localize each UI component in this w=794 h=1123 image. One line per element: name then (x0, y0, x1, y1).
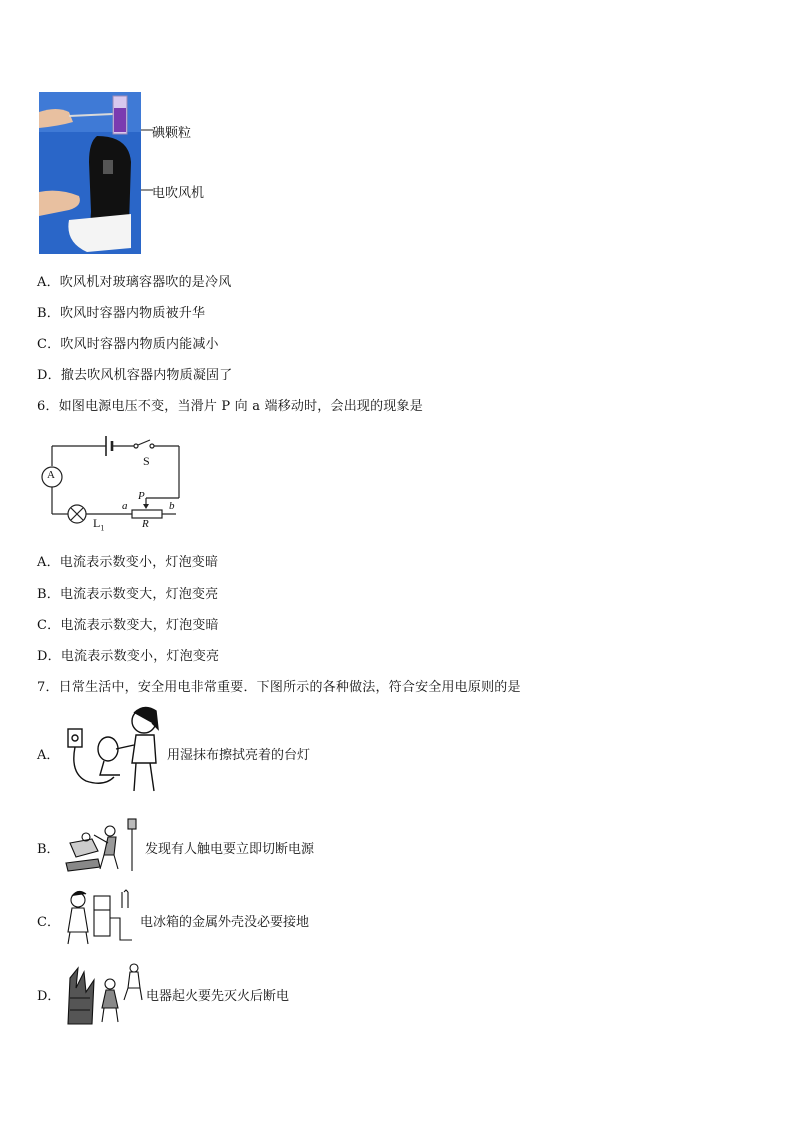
q7-option-d-letter: D． (37, 989, 61, 1004)
option-text: 电流表示数变大，灯泡变暗 (60, 618, 219, 633)
option-letter: D． (37, 368, 61, 383)
resistor-label: R (142, 518, 149, 530)
electric-shock-rescue-illustration (64, 815, 140, 875)
q7-option-a-letter: A． (37, 748, 60, 763)
option-letter: B． (37, 587, 60, 602)
q6-option-b (37, 583, 218, 602)
q6-option-a (37, 551, 218, 570)
refrigerator-grounding-illustration (62, 888, 138, 946)
hair-dryer-photo (39, 92, 141, 254)
q6-option-c (37, 614, 219, 633)
iodine-label: 碘颗粒 (152, 126, 192, 141)
circuit-diagram (36, 430, 196, 538)
option-text: 电流表示数变小，灯泡变亮 (60, 649, 220, 664)
option-text: 撤去吹风机容器内物质凝固了 (60, 368, 233, 383)
ammeter-symbol-label: A (47, 469, 55, 481)
electrical-fire-illustration (64, 958, 144, 1026)
slider-p-label: P (138, 490, 145, 502)
q5-option-b (37, 302, 205, 321)
end-b-label: b (169, 500, 175, 512)
q5-option-a (37, 271, 231, 290)
wiping-lamp-illustration (64, 703, 164, 795)
option-text: 电流表示数变大，灯泡变亮 (59, 587, 219, 602)
q5-option-d (37, 364, 232, 383)
q7-option-c-caption: 电冰箱的金属外壳没必要接地 (140, 915, 310, 930)
q5-option-c (37, 333, 219, 352)
end-a-label: a (122, 500, 128, 512)
hair-dryer-label: 电吹风机 (152, 186, 205, 201)
lamp-label (93, 516, 104, 532)
option-letter: B． (37, 306, 60, 321)
q6-option-d (37, 645, 219, 664)
option-text: 吹风时容器内物质内能减小 (60, 337, 219, 352)
option-text: 吹风时容器内物质被升华 (59, 306, 206, 321)
option-letter: C． (37, 337, 61, 352)
q7-option-d-caption: 电器起火要先灭火后断电 (146, 989, 290, 1004)
option-letter: D． (37, 649, 61, 664)
lamp-subscript: 1 (100, 523, 105, 533)
q7-option-a-caption: 用湿抹布擦拭亮着的台灯 (167, 748, 311, 763)
q6-stem: 6．如图电源电压不变，当滑片 P 向 a 端移动时，会出现的现象是 (37, 399, 423, 414)
q7-option-c-letter: C． (37, 915, 60, 930)
q7-option-b-caption: 发现有人触电要立即切断电源 (145, 842, 315, 857)
q7-stem: 7．日常生活中，安全用电非常重要．下图所示的各种做法，符合安全用电原则的是 (37, 680, 521, 695)
q7-option-b-letter: B． (37, 842, 60, 857)
option-letter: A． (37, 555, 60, 570)
option-text: 吹风机对玻璃容器吹的是冷风 (59, 275, 232, 290)
switch-label: S (143, 454, 150, 468)
option-letter: A． (37, 275, 60, 290)
option-letter: C． (37, 618, 61, 633)
option-text: 电流表示数变小，灯泡变暗 (59, 555, 219, 570)
lamp-letter: L (93, 516, 101, 530)
